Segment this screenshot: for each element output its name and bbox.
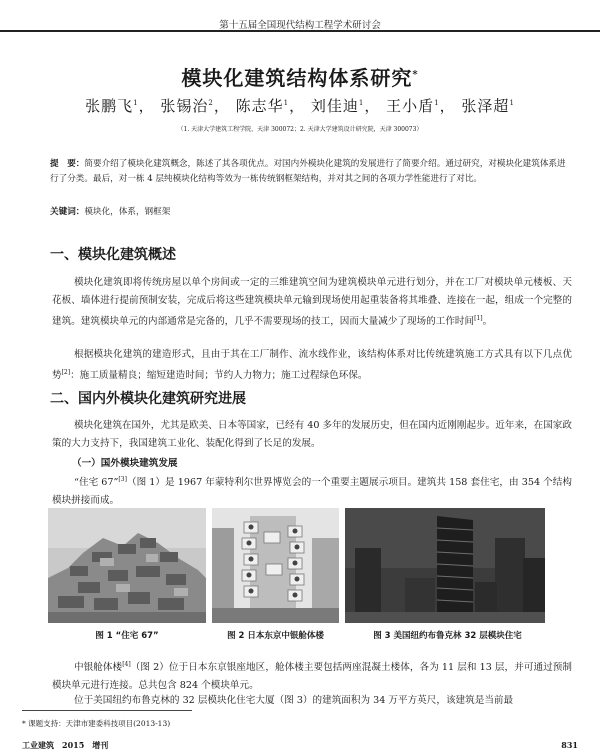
paragraph: [52, 656, 572, 695]
affiliations: （1. 天津大学建筑工程学院，天津 300072；2. 天津大学建筑设计研究院，天津 300073）: [177, 126, 423, 133]
footnote: * 课题支持：天津市建委科技项目(2013-13): [22, 719, 171, 728]
paragraph: 模块化建筑在国外，尤其是欧美、日本等国家，已经有 40 多年的发展历史，但在国内近刚刚起步。近年来，在国家政策的大力支持下，我国建筑工业化、装配化得到了长足的发展。: [52, 420, 572, 449]
paragraph-text: 中银舱体楼: [74, 662, 123, 674]
author-affiliation-mark: 2: [208, 99, 214, 107]
paragraph: 位于美国纽约布鲁克林的 32 层模块化住宅大厦（图 3）的建筑面积为 34 万平方英尺，该建筑是当前最: [74, 695, 514, 706]
citation: [4]: [122, 661, 131, 668]
paragraph-text: （图 1）是 1967 年蒙特利尔世界博览会的一个重要主题展示项目。建筑共 158 套住宅，由 354 个结构模块拼接而成。: [52, 477, 572, 507]
section-heading-1: 一、模块化建筑概述: [50, 247, 176, 263]
paragraph: [52, 346, 572, 385]
citation: [2]: [61, 369, 71, 376]
author: 王小盾: [386, 97, 435, 115]
paper-title: [0, 62, 600, 91]
paragraph: [52, 471, 572, 510]
author: 刘佳迪: [310, 97, 359, 115]
running-head: 第十五届全国现代结构工程学术研讨会: [219, 20, 381, 31]
author-affiliation-mark: 1: [509, 99, 515, 107]
author-affiliation-mark: 1: [434, 99, 440, 107]
author: 张泽超: [461, 97, 510, 115]
section-heading-2: 二、国内外模块化建筑研究进展: [50, 391, 246, 407]
citation: [1]: [474, 315, 483, 322]
paragraph: [52, 274, 572, 331]
citation: [3]: [118, 476, 127, 483]
keywords: [50, 205, 570, 217]
paragraph-text: “住宅 67”: [74, 477, 119, 489]
subsection-heading: （一）国外模块建筑发展: [72, 458, 178, 469]
paragraph-text: ：施工质量精良；缩短建造时间；节约人力物力；施工过程绿色环保。: [70, 370, 368, 382]
keywords-text: 模块化，体系，钢框架: [84, 207, 171, 217]
figure-3-caption: 图 3 美国纽约布鲁克林 32 层模块住宅: [373, 631, 522, 641]
journal-footer: 工业建筑 2015 增刊: [22, 740, 109, 750]
page-number: 831: [561, 740, 578, 750]
figure-1-caption: 图 1 “住宅 67”: [95, 631, 159, 641]
abstract-label: 提 要：: [50, 159, 85, 169]
abstract-text: 简要介绍了模块化建筑概念，陈述了其各项优点。对国内外模块化建筑的发展进行了简要介绍。通过研究，对模块化建筑体系进行了分类。最后，对一栋 4 层纯模块化结构等效为一栋传统钢框架结构，并对其之间的各项力学性能进行了对比。: [50, 159, 566, 184]
figure-2-caption: 图 2 日本东京中银舱体楼: [227, 631, 324, 641]
header-rule: [0, 30, 600, 32]
figure-1-habitat-67-photo: [48, 508, 206, 623]
paragraph-text: 模块化建筑即将传统房屋以单个房间或一定的三维建筑空间为建筑模块单元进行划分，并在工厂对模块单元楼板、天花板、墙体进行提前预制安装，完成后将这些建筑模块单元输到现场使用起重装备将其堆叠、连接在一起，组成一个完整的建筑。建筑模块单元的内部通常是完备的，几乎不需要现场的技工，因而大量减少了现场的工作时间: [52, 277, 572, 328]
footnote-rule: [22, 710, 192, 711]
paragraph-text: 。: [482, 316, 493, 328]
abstract: [50, 157, 570, 187]
author: 陈志华: [235, 97, 284, 115]
paragraph-text: 根据模块化建筑的建造形式，且由于其在工厂制作、流水线作业，该结构体系对比传统建筑施工方式具有以下几点优势: [52, 349, 572, 382]
author-list: 张鹏飞$^1$， 张锡治$^2$， 陈志华$^1$， 刘佳迪$^1$， 王小盾$^1$， 张泽超$^1$: [85, 97, 515, 115]
paragraph-text: （图 2）位于日本东京银座地区，舱体楼主要包括两座混凝土楼体，各为 11 层和 13 层，并可通过预制模块单元进行连接。总共包含 824 个模块单元。: [52, 662, 572, 692]
author-affiliation-mark: 1: [283, 99, 290, 107]
keywords-label: 关键词：: [50, 207, 85, 217]
figure-3-brooklyn-tower-photo: [345, 508, 545, 623]
author: 张鹏飞: [85, 97, 134, 115]
title-text: 模块化建筑结构体系研究: [181, 66, 413, 90]
figure-2-capsule-tower-photo: [212, 508, 339, 623]
author-affiliation-mark: 1: [358, 99, 365, 107]
author-affiliation-mark: 1: [133, 99, 139, 107]
title-footnote-mark: *: [412, 69, 419, 81]
author: 张锡治: [160, 97, 209, 115]
